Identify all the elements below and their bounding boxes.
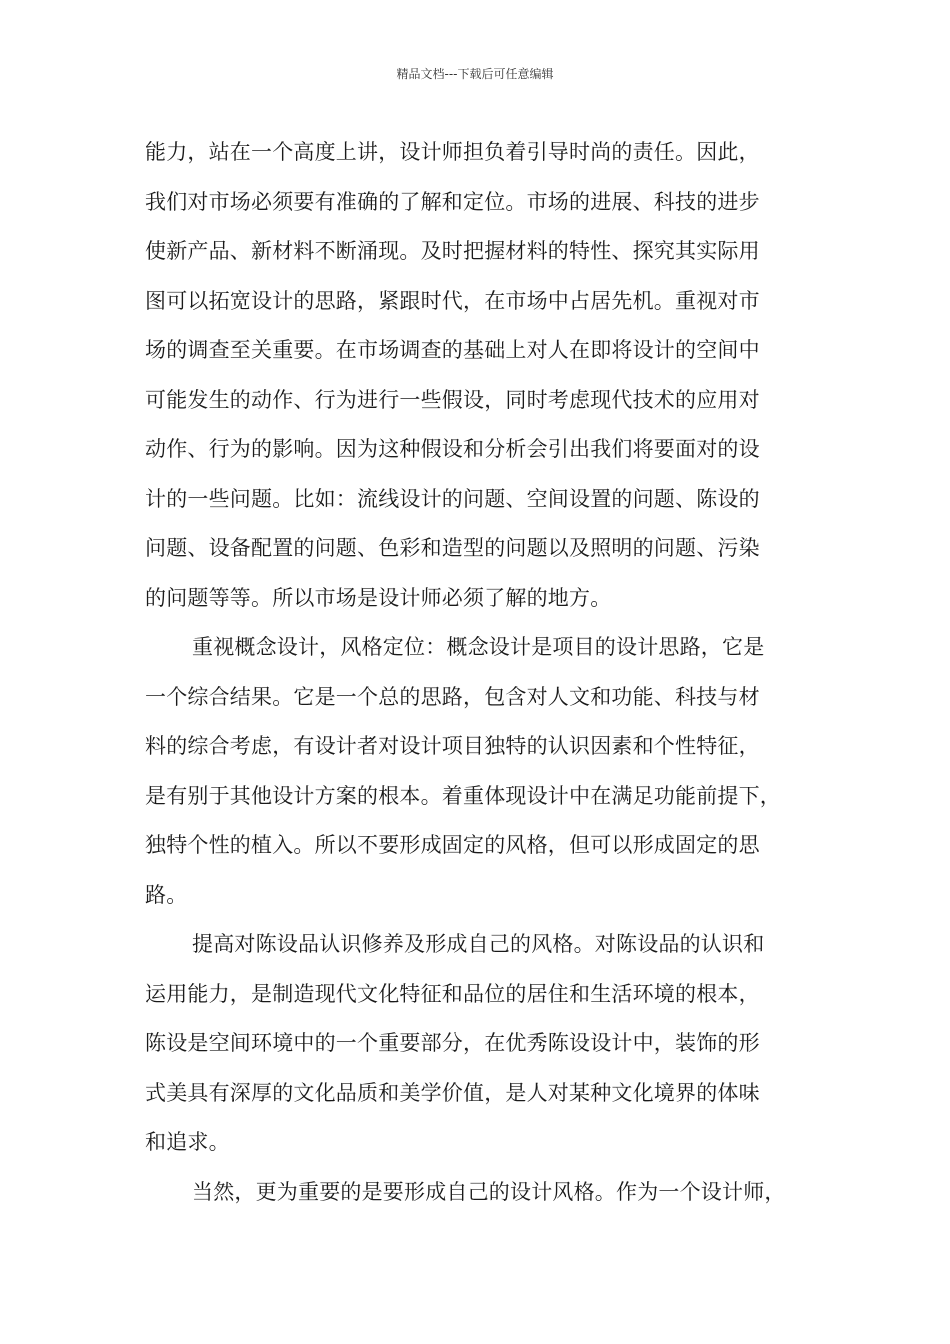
text-line: 能力，站在一个高度上讲，设计师担负着引导时尚的责任。因此， — [145, 140, 760, 164]
text-line: 使新产品、新材料不断涌现。及时把握材料的特性、探究其实际用 — [145, 239, 760, 263]
text-line: 重视概念设计，风格定位：概念设计是项目的设计思路，它是 — [192, 635, 765, 659]
text-line: 提高对陈设品认识修养及形成自己的风格。对陈设品的认识和 — [192, 932, 765, 956]
text-line: 和追求。 — [145, 1130, 230, 1154]
paragraph-concept-design — [145, 623, 815, 920]
text-line: 一个综合结果。它是一个总的思路，包含对人文和功能、科技与材 — [145, 684, 760, 709]
text-line: 料的综合考虑，有设计者对设计项目独特的认识因素和个性特征， — [145, 734, 760, 758]
text-line: 运用能力，是制造现代文化特征和品位的居住和生活环境的根本， — [145, 981, 760, 1006]
text-line: 计的一些问题。比如：流线设计的问题、空间设置的问题、陈设的 — [145, 486, 760, 511]
text-line: 我们对市场必须要有准确的了解和定位。市场的进展、科技的进步 — [145, 189, 760, 214]
paragraph-own-style — [145, 1168, 815, 1218]
paragraph-furnishings — [145, 920, 815, 1168]
text-line: 独特个性的植入。所以不要形成固定的风格，但可以形成固定的思 — [145, 833, 760, 857]
text-line: 当然，更为重要的是要形成自己的设计风格。作为一个设计师， — [192, 1179, 786, 1204]
text-line: 动作、行为的影响。因为这种假设和分析会引出我们将要面对的设 — [145, 437, 760, 461]
text-line: 图可以拓宽设计的思路，紧跟时代，在市场中占居先机。重视对市 — [145, 288, 760, 313]
document-body — [145, 128, 815, 1217]
text-line: 问题、设备配置的问题、色彩和造型的问题以及照明的问题、污染 — [145, 536, 760, 560]
text-line: 是有别于其他设计方案的根本。着重体现设计中在满足功能前提下， — [145, 783, 781, 808]
paragraph-market — [145, 128, 815, 623]
text-line: 路。 — [145, 882, 188, 907]
text-line: 可能发生的动作、行为进行一些假设，同时考虑现代技术的应用对 — [145, 387, 760, 412]
text-line: 陈设是空间环境中的一个重要部分，在优秀陈设设计中，装饰的形 — [145, 1031, 760, 1055]
text-line: 场的调查至关重要。在市场调查的基础上对人在即将设计的空间中 — [145, 338, 760, 362]
text-line: 式美具有深厚的文化品质和美学价值，是人对某种文化境界的体味 — [145, 1080, 760, 1105]
page-header: 精品文档---下载后可任意编辑 — [396, 67, 554, 81]
text-line: 的问题等等。所以市场是设计师必须了解的地方。 — [145, 585, 612, 610]
